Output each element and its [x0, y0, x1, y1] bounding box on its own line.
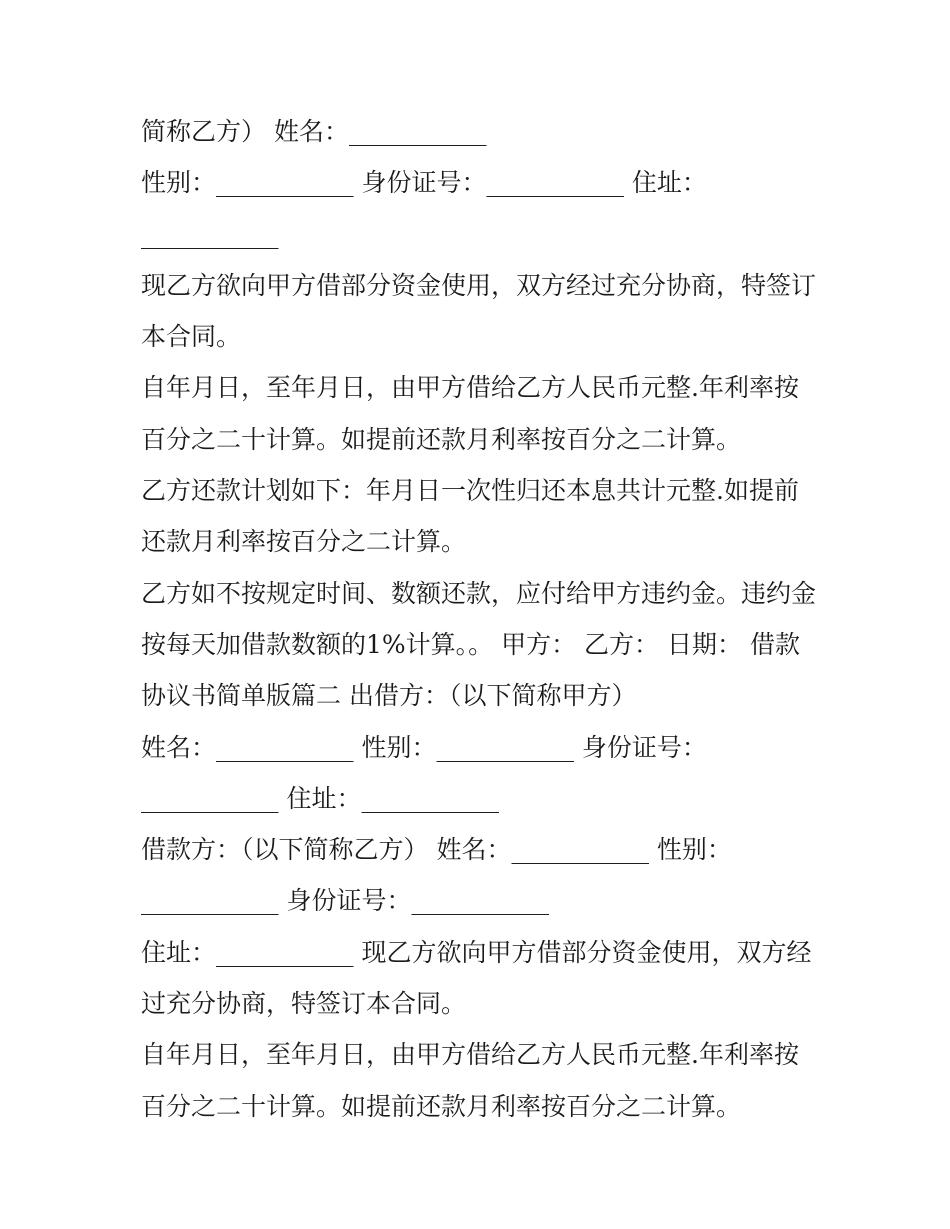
text-line: 借款方：（以下简称乙方） 姓名：___________ 性别：	[141, 835, 732, 865]
text-line: ___________ 身份证号：___________	[141, 886, 549, 916]
text-line: 自年月日，至年月日，由甲方借给乙方人民币元整.年利率按	[141, 373, 799, 403]
text-line: 乙方还款计划如下：年月日一次性归还本息共计元整.如提前	[141, 476, 799, 506]
text-line: 还款月利率按百分之二计算。	[141, 527, 467, 557]
text-line: ___________	[141, 219, 279, 249]
text-line: 自年月日，至年月日，由甲方借给乙方人民币元整.年利率按	[141, 1040, 799, 1070]
text-line: 协议书简单版篇二 出借方：（以下简称甲方）	[141, 681, 637, 711]
text-line: 住址：___________ 现乙方欲向甲方借部分资金使用，双方经	[141, 937, 812, 967]
text-line: 现乙方欲向甲方借部分资金使用，双方经过充分协商，特签订	[141, 270, 817, 300]
text-line: 过充分协商，特签订本合同。	[141, 989, 467, 1019]
text-line: 本合同。	[141, 322, 242, 352]
document-body	[141, 106, 821, 1132]
text-line: ___________ 住址：___________	[141, 783, 499, 813]
text-line: 姓名：___________ 性别：___________ 身份证号：	[141, 732, 707, 762]
text-line: 性别：___________ 身份证号：___________ 住址：	[141, 168, 707, 198]
text-line: 乙方如不按规定时间、数额还款，应付给甲方违约金。违约金	[141, 578, 817, 608]
text-line: 百分之二十计算。如提前还款月利率按百分之二计算。	[141, 424, 742, 454]
text-line: 按每天加借款数额的1%计算。。 甲方： 乙方： 日期： 借款	[141, 629, 800, 659]
text-line: 百分之二十计算。如提前还款月利率按百分之二计算。	[141, 1091, 742, 1121]
text-line: 简称乙方） 姓名：___________	[141, 117, 487, 146]
